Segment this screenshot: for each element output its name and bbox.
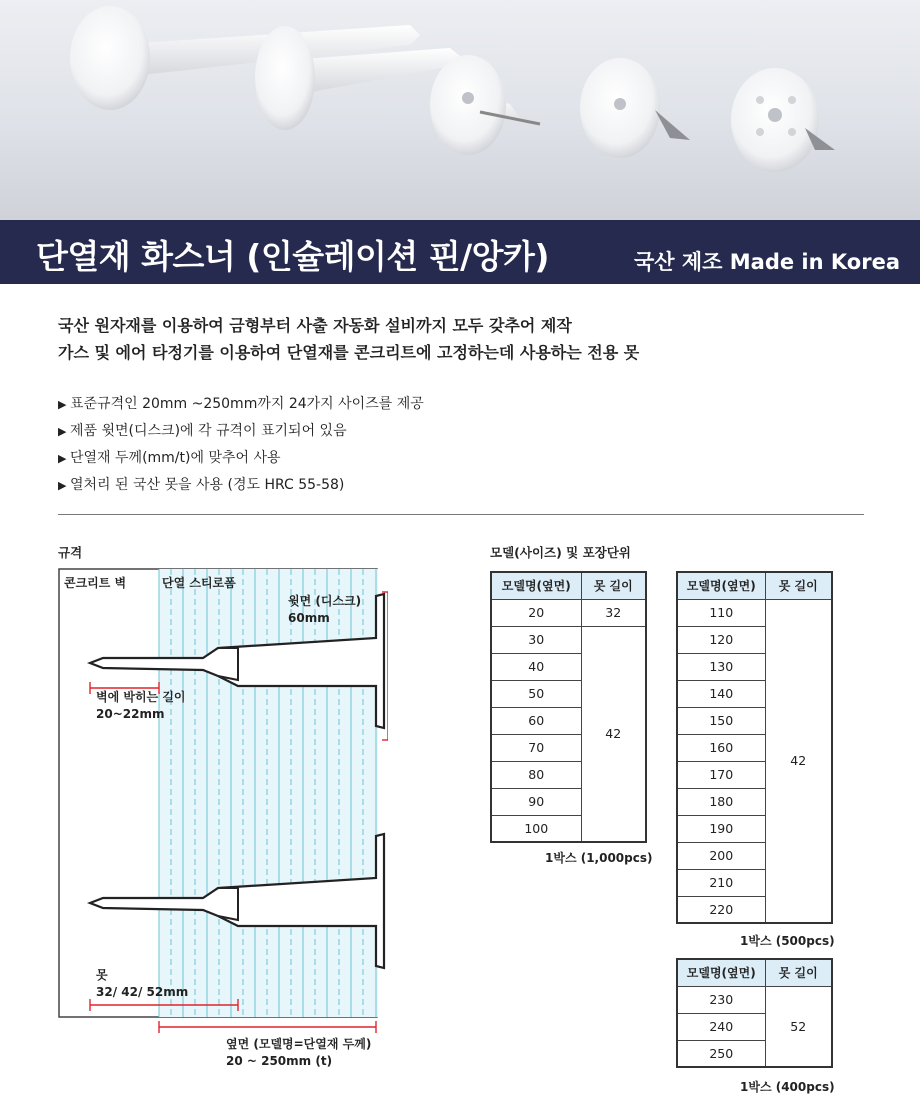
table-row: 90 xyxy=(491,788,646,815)
styrofoam-label: 단열 스티로폼 xyxy=(162,576,236,590)
table-header-row xyxy=(677,572,832,599)
table-row: 140 xyxy=(677,680,832,707)
table-header-row xyxy=(491,572,646,599)
nail-length-cell: 42 xyxy=(765,599,832,923)
disc-size: 60mm xyxy=(288,611,330,625)
side-label: 옆면 (모델명=단열재 두께) xyxy=(226,1037,372,1051)
table-row: 60 xyxy=(491,707,646,734)
bullet-arrow-icon: ▶ xyxy=(58,479,67,492)
embed-label: 벽에 박히는 길이 xyxy=(96,690,186,704)
concrete-wall-label: 콘크리트 벽 xyxy=(64,576,127,590)
col-nail-header: 못 길이 xyxy=(581,572,646,599)
section-divider xyxy=(58,514,864,515)
table-row: 250 xyxy=(677,1040,832,1067)
col-model-header: 모델명(옆면) xyxy=(677,959,765,986)
table-row: 230 52 xyxy=(677,986,832,1013)
side-range: 20 ~ 250mm (t) xyxy=(226,1054,333,1068)
table-row: 70 xyxy=(491,734,646,761)
table-row: 180 xyxy=(677,788,832,815)
table-row: 210 xyxy=(677,869,832,896)
bullet-arrow-icon: ▶ xyxy=(58,398,67,411)
nail-label: 못 xyxy=(96,968,108,982)
intro-text xyxy=(58,312,878,366)
packing-note-2: 1박스 (500pcs) xyxy=(740,934,835,948)
bullet-arrow-icon: ▶ xyxy=(58,452,67,465)
packing-note-3: 1박스 (400pcs) xyxy=(740,1080,835,1094)
feature-item: ▶ 표준규격인 20mm ~250mm까지 24가지 사이즈를 제공 xyxy=(58,391,424,418)
title-band xyxy=(0,220,920,284)
nail-length-cell: 42 xyxy=(581,626,646,842)
hero-photo xyxy=(0,0,920,220)
insulation-pins-photo xyxy=(0,0,920,220)
table-row: 120 xyxy=(677,626,832,653)
table-row: 40 xyxy=(491,653,646,680)
intro-line-1: 국산 원자재를 이용하여 금형부터 사출 자동화 설비까지 모두 갖추어 제작 xyxy=(58,316,572,335)
table-row: 170 xyxy=(677,761,832,788)
page-title: 단열재 화스너 (인슐레이션 핀/앙카) xyxy=(36,237,549,276)
table-row: 20 32 xyxy=(491,599,646,626)
page-subtitle: 국산 제조 Made in Korea xyxy=(634,250,900,274)
spec-diagram xyxy=(58,568,388,1078)
model-table-2 xyxy=(676,571,833,924)
intro-line-2: 가스 및 에어 타정기를 이용하여 단열재를 콘크리트에 고정하는데 사용하는 전용 못 xyxy=(58,343,640,362)
table-row: 30 42 xyxy=(491,626,646,653)
model-table-3 xyxy=(676,958,833,1068)
embed-size: 20~22mm xyxy=(96,707,165,721)
table-row: 150 xyxy=(677,707,832,734)
col-nail-header: 못 길이 xyxy=(765,959,832,986)
table-header-row xyxy=(677,959,832,986)
table-row: 110 42 xyxy=(677,599,832,626)
table-row: 50 xyxy=(491,680,646,707)
feature-item: ▶ 제품 윗면(디스크)에 각 규격이 표기되어 있음 xyxy=(58,418,424,445)
model-table-1 xyxy=(490,571,647,843)
table-row: 190 xyxy=(677,815,832,842)
feature-item: ▶ 단열재 두께(mm/t)에 맞추어 사용 xyxy=(58,445,424,472)
models-heading: 모델(사이즈) 및 포장단위 xyxy=(490,545,631,560)
nail-length-cell: 52 xyxy=(765,986,832,1067)
col-model-header: 모델명(옆면) xyxy=(491,572,581,599)
anchor-cross-section-diagram xyxy=(58,568,388,1078)
table-row: 220 xyxy=(677,896,832,923)
disc-label: 윗면 (디스크) xyxy=(288,594,362,608)
feature-item: ▶ 열처리 된 국산 못을 사용 (경도 HRC 55-58) xyxy=(58,472,424,499)
nail-sizes: 32/ 42/ 52mm xyxy=(96,985,189,999)
packing-note-1: 1박스 (1,000pcs) xyxy=(545,851,653,865)
table-row: 100 xyxy=(491,815,646,842)
table-row: 160 xyxy=(677,734,832,761)
table-row: 80 xyxy=(491,761,646,788)
table-row: 240 xyxy=(677,1013,832,1040)
feature-list xyxy=(58,391,424,499)
table-row: 130 xyxy=(677,653,832,680)
table-row: 200 xyxy=(677,842,832,869)
bullet-arrow-icon: ▶ xyxy=(58,425,67,438)
spec-heading: 규격 xyxy=(58,545,83,560)
col-nail-header: 못 길이 xyxy=(765,572,832,599)
col-model-header: 모델명(옆면) xyxy=(677,572,765,599)
